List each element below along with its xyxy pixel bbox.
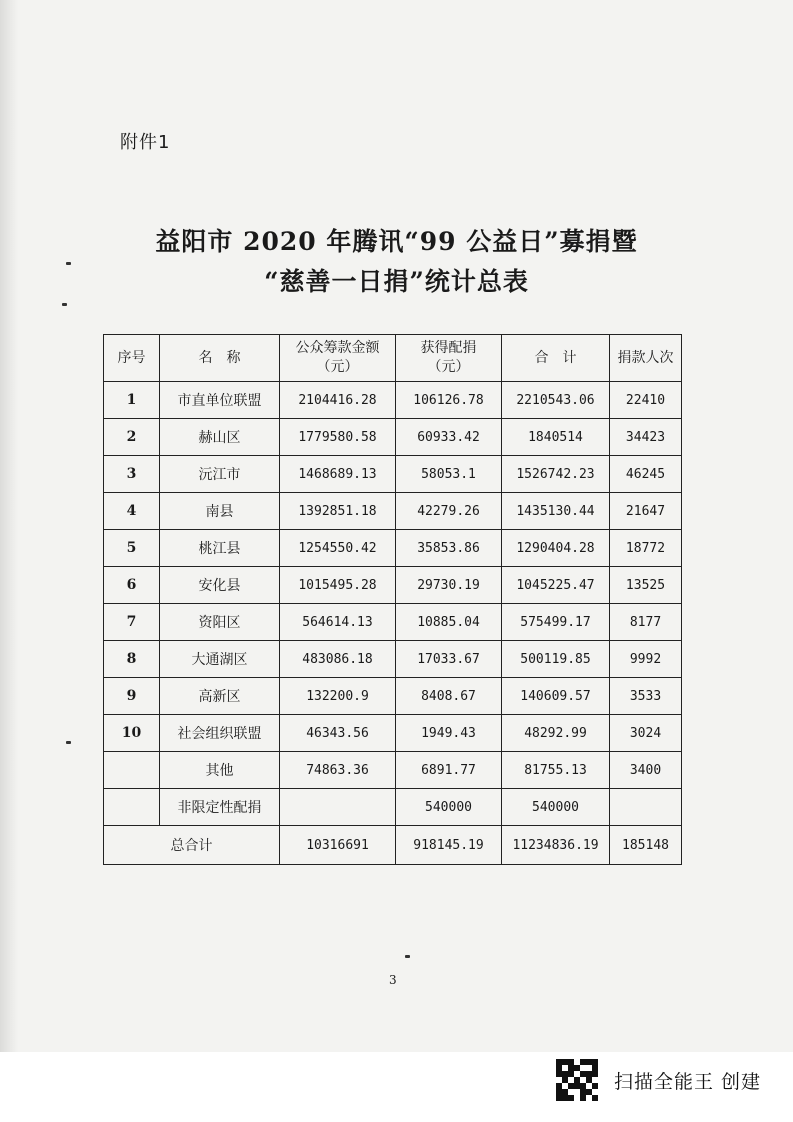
cell-seq: 9: [104, 678, 160, 715]
cell-matching: 6891.77: [396, 752, 502, 789]
cell-public-amount: 1015495.28: [280, 567, 396, 604]
cell-public-amount: 2104416.28: [280, 382, 396, 419]
cell-total-label: 总合计: [104, 826, 280, 865]
cell-total-donor-count: 185148: [610, 826, 682, 865]
cell-donor-count: 18772: [610, 530, 682, 567]
cell-public-amount: 1254550.42: [280, 530, 396, 567]
cell-public-amount: 564614.13: [280, 604, 396, 641]
cell-sum: 1435130.44: [502, 493, 610, 530]
cell-donor-count: [610, 789, 682, 826]
cell-name: 桃江县: [160, 530, 280, 567]
cell-seq: 8: [104, 641, 160, 678]
table-row: [104, 789, 682, 826]
cell-seq: 2: [104, 419, 160, 456]
cell-donor-count: 3400: [610, 752, 682, 789]
scan-speck: [62, 303, 67, 306]
cell-sum: 140609.57: [502, 678, 610, 715]
cell-public-amount: 46343.56: [280, 715, 396, 752]
cell-sum: 1290404.28: [502, 530, 610, 567]
header-seq: 序号: [104, 335, 160, 382]
header-donor-count: 捐款人次: [610, 335, 682, 382]
cell-sum: 540000: [502, 789, 610, 826]
cell-total-matching: 918145.19: [396, 826, 502, 865]
cell-name: 资阳区: [160, 604, 280, 641]
cell-donor-count: 9992: [610, 641, 682, 678]
cell-sum: 81755.13: [502, 752, 610, 789]
table-row: [104, 419, 682, 456]
cell-seq: 10: [104, 715, 160, 752]
cell-name: 其他: [160, 752, 280, 789]
cell-sum: 48292.99: [502, 715, 610, 752]
scan-edge-shadow: [0, 0, 18, 1122]
cell-matching: 35853.86: [396, 530, 502, 567]
header-matching-line2: （元）: [427, 359, 470, 375]
cell-donor-count: 34423: [610, 419, 682, 456]
cell-name: 非限定性配捐: [160, 789, 280, 826]
cell-name: 大通湖区: [160, 641, 280, 678]
header-matching: [396, 335, 502, 382]
scan-speck: [66, 741, 71, 744]
header-public-amount-line2: （元）: [316, 359, 359, 375]
cell-donor-count: 22410: [610, 382, 682, 419]
cell-donor-count: 3533: [610, 678, 682, 715]
table-row: [104, 715, 682, 752]
cell-matching: 60933.42: [396, 419, 502, 456]
cell-public-amount: 74863.36: [280, 752, 396, 789]
cell-donor-count: 13525: [610, 567, 682, 604]
cell-sum: 1840514: [502, 419, 610, 456]
header-sum: 合 计: [502, 335, 610, 382]
cell-donor-count: 8177: [610, 604, 682, 641]
cell-name: 沅江市: [160, 456, 280, 493]
scan-speck: [405, 955, 410, 958]
table-row: [104, 678, 682, 715]
table-row: [104, 752, 682, 789]
cell-name: 赫山区: [160, 419, 280, 456]
cell-donor-count: 21647: [610, 493, 682, 530]
header-name: 名 称: [160, 335, 280, 382]
cell-donor-count: 3024: [610, 715, 682, 752]
cell-matching: 8408.67: [396, 678, 502, 715]
qr-code-icon: [556, 1059, 598, 1101]
header-matching-line1: 获得配捐: [420, 340, 477, 356]
cell-seq: 6: [104, 567, 160, 604]
cell-name: 社会组织联盟: [160, 715, 280, 752]
cell-matching: 58053.1: [396, 456, 502, 493]
cell-seq: [104, 789, 160, 826]
cell-public-amount: 1468689.13: [280, 456, 396, 493]
cell-seq: 3: [104, 456, 160, 493]
cell-donor-count: 46245: [610, 456, 682, 493]
cell-sum: 500119.85: [502, 641, 610, 678]
table-row: [104, 382, 682, 419]
cell-seq: 5: [104, 530, 160, 567]
cell-seq: 1: [104, 382, 160, 419]
cell-seq: [104, 752, 160, 789]
scanner-watermark: [556, 1059, 761, 1101]
table-row: [104, 456, 682, 493]
table-total-row: [104, 826, 682, 865]
header-public-amount: [280, 335, 396, 382]
cell-public-amount: 1779580.58: [280, 419, 396, 456]
cell-sum: 1526742.23: [502, 456, 610, 493]
cell-name: 高新区: [160, 678, 280, 715]
cell-public-amount: 132200.9: [280, 678, 396, 715]
document-title-line1: 益阳市 2020 年腾讯“99 公益日”募捐暨: [155, 227, 638, 256]
cell-public-amount: 483086.18: [280, 641, 396, 678]
cell-matching: 106126.78: [396, 382, 502, 419]
scan-speck: [66, 262, 71, 265]
document-title-line2: “慈善一日捐”统计总表: [264, 267, 529, 296]
cell-total-sum: 11234836.19: [502, 826, 610, 865]
cell-public-amount: 1392851.18: [280, 493, 396, 530]
cell-matching: 10885.04: [396, 604, 502, 641]
table-row: [104, 604, 682, 641]
statistics-table: [103, 334, 682, 865]
table-row: [104, 641, 682, 678]
table-row: [104, 493, 682, 530]
cell-name: 市直单位联盟: [160, 382, 280, 419]
watermark-text: 扫描全能王 创建: [614, 1070, 762, 1093]
table-header-row: [104, 335, 682, 382]
cell-public-amount: [280, 789, 396, 826]
cell-name: 南县: [160, 493, 280, 530]
cell-matching: 29730.19: [396, 567, 502, 604]
cell-matching: 17033.67: [396, 641, 502, 678]
page-number: 3: [389, 973, 397, 987]
header-public-amount-line1: 公众筹款金额: [295, 340, 380, 356]
table-row: [104, 530, 682, 567]
cell-seq: 7: [104, 604, 160, 641]
cell-name: 安化县: [160, 567, 280, 604]
cell-matching: 1949.43: [396, 715, 502, 752]
cell-sum: 575499.17: [502, 604, 610, 641]
cell-total-public-amount: 10316691: [280, 826, 396, 865]
attachment-label: 附件1: [120, 132, 171, 153]
cell-seq: 4: [104, 493, 160, 530]
cell-sum: 2210543.06: [502, 382, 610, 419]
table-row: [104, 567, 682, 604]
cell-sum: 1045225.47: [502, 567, 610, 604]
cell-matching: 42279.26: [396, 493, 502, 530]
cell-matching: 540000: [396, 789, 502, 826]
